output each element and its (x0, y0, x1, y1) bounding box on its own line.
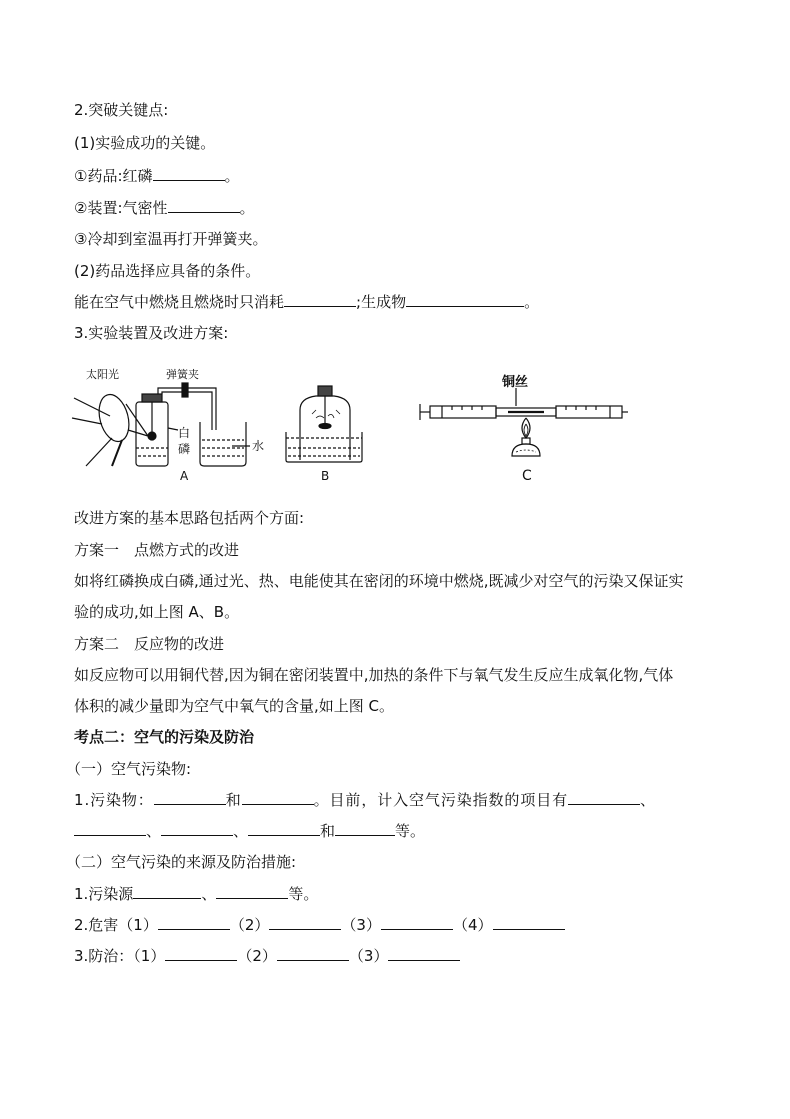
key-point-1 (74, 166, 240, 186)
topic-2-title: 考点二：空气的污染及防治 (74, 728, 255, 746)
answer-blank[interactable] (381, 915, 453, 930)
answer-blank[interactable] (277, 946, 349, 961)
answer-blank[interactable] (158, 915, 230, 930)
pollutants-line-cont (74, 821, 425, 841)
item-num: （3） (341, 916, 381, 934)
apparatus-b (286, 386, 362, 462)
conj: 和 (225, 791, 242, 809)
label-phosphorus: 磷 (178, 442, 191, 456)
key-point-1-text: ①药品:红磷 (74, 167, 153, 185)
pollutants-label: 1.污染物： (74, 791, 154, 809)
label-white: 白 (178, 426, 191, 440)
answer-blank[interactable] (168, 198, 240, 213)
punct: 。 (224, 167, 240, 185)
subsection-2-title: （二）空气污染的来源及防治措施: (66, 853, 297, 871)
section-2-title: 2.突破关键点: (74, 101, 169, 119)
improvement-intro: 改进方案的基本思路包括两个方面: (74, 509, 305, 527)
plan-2-title: 方案二 反应物的改进 (74, 635, 225, 653)
item-num: （2） (237, 947, 277, 965)
label-c: C (522, 468, 532, 484)
answer-blank[interactable] (216, 884, 288, 899)
answer-blank[interactable] (74, 821, 146, 836)
answer-blank[interactable] (335, 821, 395, 836)
conj: 和 (320, 822, 336, 840)
answer-blank[interactable] (269, 915, 341, 930)
punct: 、 (146, 822, 162, 840)
reagent-condition-heading: (2)药品选择应具备的条件。 (74, 262, 261, 280)
answer-blank[interactable] (242, 790, 314, 805)
answer-blank[interactable] (406, 292, 524, 307)
answer-blank[interactable] (133, 884, 201, 899)
plan-1-text: 如将红磷换成白磷,通过光、热、电能使其在密闭的环境中燃烧,既减少对空气的污染又保证实 (74, 572, 684, 590)
punct: 。 (239, 199, 255, 217)
condition-text: 能在空气中燃烧且燃烧时只消耗 (74, 293, 285, 311)
pollution-hazards (74, 915, 565, 935)
reagent-condition (74, 292, 539, 312)
answer-blank[interactable] (165, 946, 237, 961)
answer-blank[interactable] (154, 790, 226, 805)
plan-1-text-cont: 验的成功,如上图 A、B。 (74, 603, 240, 621)
item-num: （2） (229, 916, 270, 934)
key-point-2-text: ②装置:气密性 (74, 199, 168, 217)
key-point-3: ③冷却到室温再打开弹簧夹。 (74, 230, 268, 248)
condition-text-2: ;生成物 (356, 293, 407, 311)
label-copper-wire: 铜丝 (502, 375, 529, 390)
answer-blank[interactable] (388, 946, 460, 961)
punct: 等。 (288, 885, 319, 903)
apparatus-c (420, 388, 628, 456)
label-a: A (180, 469, 189, 483)
pollution-sources (74, 884, 318, 904)
answer-blank[interactable] (153, 166, 225, 181)
key-points-heading: (1)实验成功的关键。 (74, 134, 216, 152)
label-sunlight: 太阳光 (86, 368, 119, 381)
answer-blank[interactable] (248, 821, 320, 836)
answer-blank[interactable] (161, 821, 233, 836)
item-num: （3） (348, 947, 389, 965)
pollution-prevention (74, 946, 460, 966)
label-b: B (321, 469, 330, 483)
sources-label: 1.污染源 (74, 885, 134, 903)
punct: 、 (640, 791, 656, 809)
label-water: 水 (252, 439, 265, 453)
key-point-2 (74, 198, 255, 218)
item-num: （4） (452, 916, 493, 934)
prevention-label: 3.防治：（1） (74, 947, 166, 965)
label-spring-clamp: 弹簧夹 (166, 368, 199, 381)
punct: 等。 (395, 822, 426, 840)
pollutants-text: 。目前，计入空气污染指数的项目有 (313, 791, 569, 809)
answer-blank[interactable] (568, 790, 640, 805)
subsection-1-title: （一）空气污染物: (66, 760, 192, 778)
punct: 、 (233, 822, 249, 840)
hazards-label: 2.危害（1） (74, 916, 158, 934)
answer-blank[interactable] (284, 292, 356, 307)
apparatus-a (72, 383, 250, 466)
pollutants-line (74, 790, 656, 810)
plan-2-text: 如反应物可以用铜代替,因为铜在密闭装置中,加热的条件下与氧气发生反应生成氧化物,气体 (74, 666, 674, 684)
punct: 、 (201, 885, 217, 903)
plan-1-title: 方案一 点燃方式的改进 (74, 541, 240, 559)
plan-2-text-cont: 体积的减少量即为空气中氧气的含量,如上图 C。 (74, 697, 395, 715)
punct: 。 (524, 293, 540, 311)
answer-blank[interactable] (493, 915, 565, 930)
section-3-title: 3.实验装置及改进方案: (74, 324, 229, 342)
apparatus-figure (72, 358, 612, 486)
